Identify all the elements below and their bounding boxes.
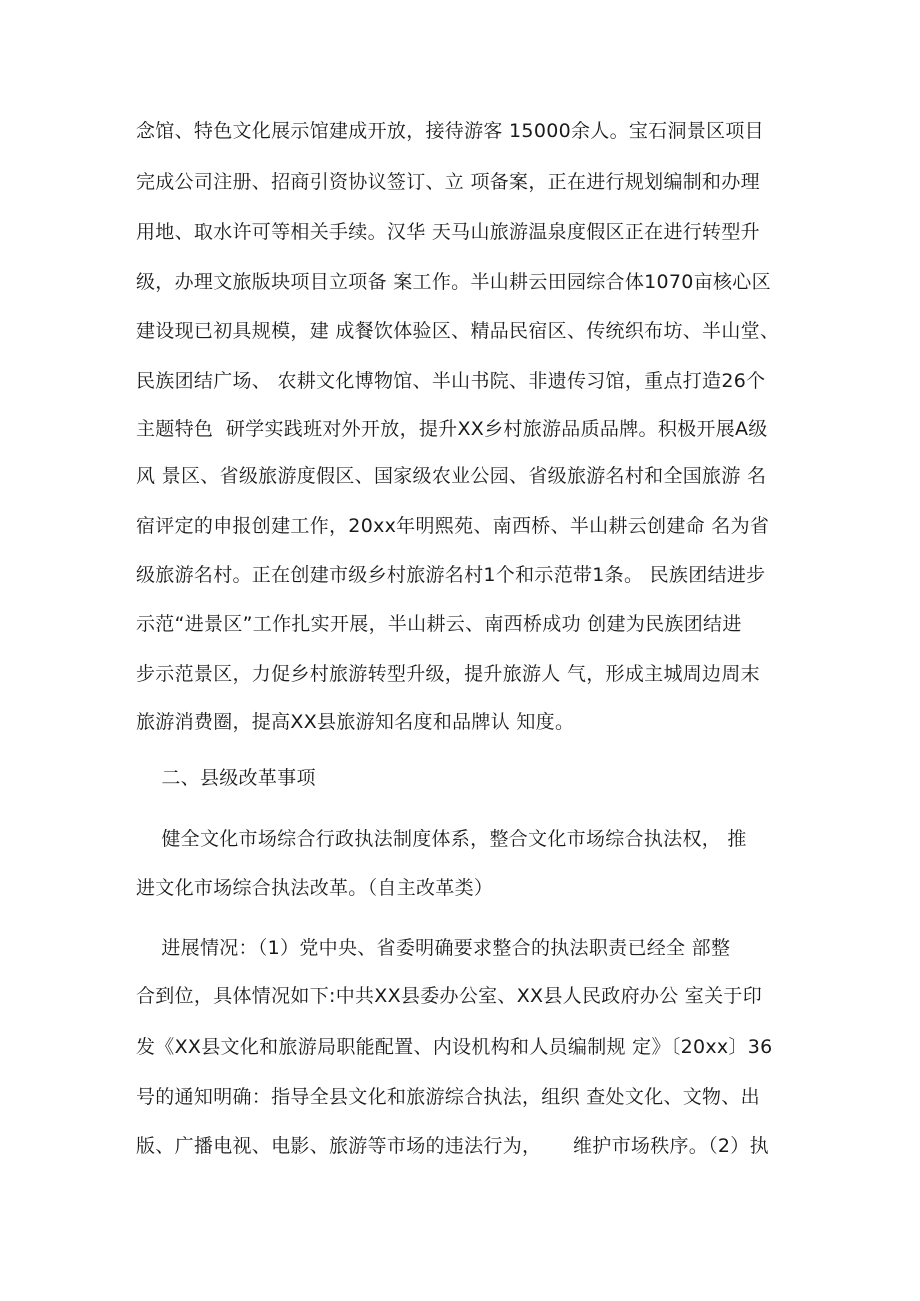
text-line: 级旅游名村。正在创建市级乡村旅游名村1个和示范带1条。 民族团结进步	[136, 564, 766, 586]
text-line: 示范“进景区”工作扎实开展，半山耕云、南西桥成功 创建为民族团结进	[136, 613, 742, 635]
text-line: 旅游消费圈，提高XX县旅游知名度和品牌认 知度。	[136, 711, 575, 733]
text-line: 合到位，具体情况如下:中共XX县委办公室、XX县人民政府办公 室关于印	[136, 985, 763, 1007]
text-line: 念馆、特色文化展示馆建成开放，接待游客 15000余人。宝石洞景区项目	[136, 120, 764, 142]
text-line: 步示范景区，力促乡村旅游转型升级，提升旅游人 气，形成主城周边周末	[136, 663, 760, 685]
text-line: 用地、取水许可等相关手续。汉华 天马山旅游温泉度假区正在进行转型升	[136, 221, 760, 243]
text-line: 发《XX县文化和旅游局职能配置、内设机构和人员编制规 定》〔20xx〕36	[136, 1036, 773, 1058]
text-line: 完成公司注册、招商引资协议签订、立 项备案，正在进行规划编制和办理	[136, 171, 760, 193]
text-line: 进文化市场综合执法改革。（自主改革类）	[136, 877, 494, 899]
text-line: 主题特色 研学实践班对外开放，提升XX乡村旅游品质品牌。积极开展A级	[136, 418, 768, 440]
text-line: 民族团结广场、 农耕文化博物馆、半山书院、非遗传习馆，重点打造26个	[136, 370, 766, 392]
text-line: 级，办理文旅版块项目立项备 案工作。半山耕云田园综合体1070亩核心区	[136, 271, 771, 293]
section-heading: 二、县级改革事项	[136, 767, 316, 789]
text-line: 风 景区、省级旅游度假区、国家级农业公园、省级旅游名村和全国旅游 名	[136, 465, 767, 487]
text-line: 进展情况：（1）党中央、省委明确要求整合的执法职责已经全 部整	[136, 937, 731, 959]
text-line: 健全文化市场综合行政执法制度体系，整合文化市场综合执法权， 推	[136, 828, 747, 850]
text-line: 版、广播电视、电影、旅游等市场的违法行为， 维护市场秩序。（2）执	[136, 1135, 769, 1157]
text-line: 建设现已初具规模，建 成餐饮体验区、精品民宿区、传统织布坊、半山堂、	[136, 320, 780, 342]
text-line: 宿评定的申报创建工作，20xx年明熙苑、南西桥、半山耕云创建命 名为省	[136, 515, 770, 537]
text-line: 号的通知明确：指导全县文化和旅游综合执法，组织 查处文化、文物、出	[136, 1086, 760, 1108]
